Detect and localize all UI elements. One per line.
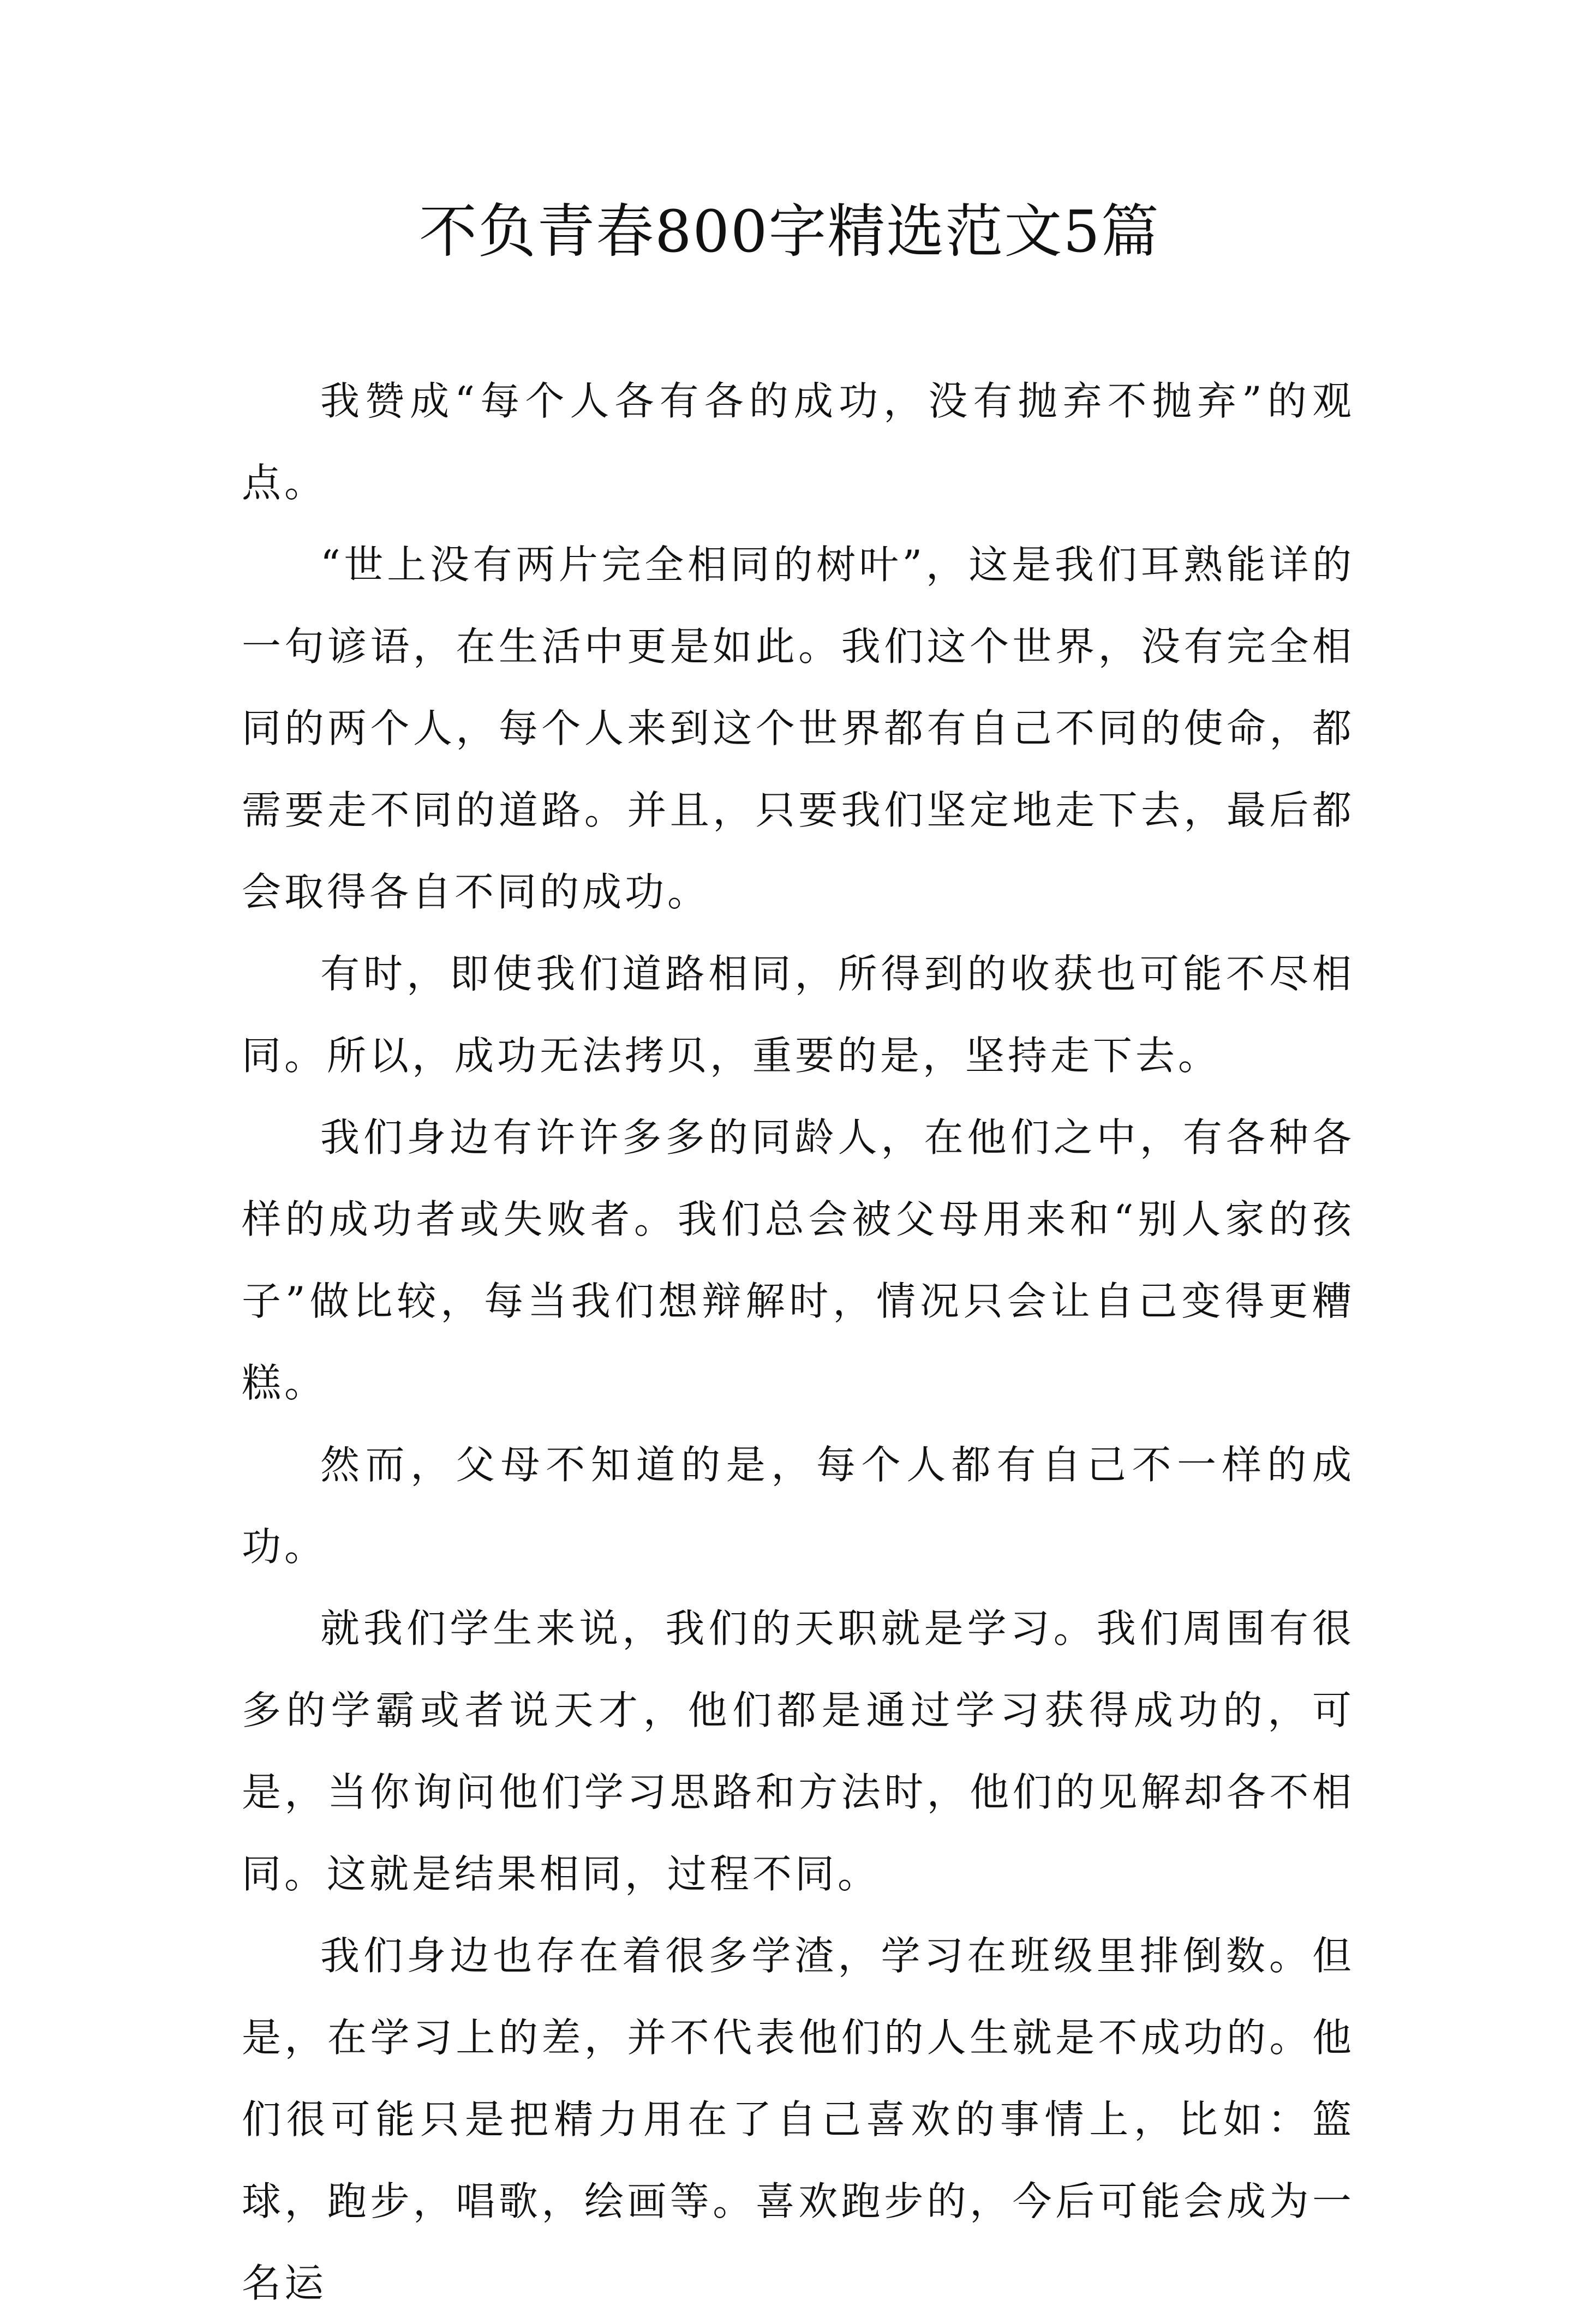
paragraph: 我赞成“每个人各有各的成功，没有抛弃不抛弃”的观点。	[242, 378, 1355, 506]
document-title: 不负青春800字精选范文5篇	[419, 198, 1160, 265]
paragraph: 有时，即使我们道路相同，所得到的收获也可能不尽相同。所以，成功无法拷贝，重要的是，坚持走下去。	[242, 951, 1355, 1079]
document-body	[242, 360, 1355, 2324]
paragraph: “世上没有两片完全相同的树叶”，这是我们耳熟能详的一句谚语，在生活中更是如此。我们这个世界，没有完全相同的两个人，每个人来到这个世界都有自己不同的使命，都需要走不同的道路。并且，只要我们坚定地走下去，最后都会取得各自不同的成功。	[242, 542, 1355, 915]
paragraph: 我们身边有许许多多的同龄人，在他们之中，有各种各样的成功者或失败者。我们总会被父母用来和“别人家的孩子”做比较，每当我们想辩解时，情况只会让自己变得更糟糕。	[242, 1115, 1355, 1406]
paragraph: 我们身边也存在着很多学渣，学习在班级里排倒数。但是，在学习上的差，并不代表他们的人生就是不成功的。他们很可能只是把精力用在了自己喜欢的事情上，比如：篮球，跑步，唱歌，绘画等。喜欢跑步的，今后可能会成为一名运	[242, 1933, 1355, 2306]
paragraph: 然而，父母不知道的是，每个人都有自己不一样的成功。	[242, 1442, 1355, 1570]
paragraph: 就我们学生来说，我们的天职就是学习。我们周围有很多的学霸或者说天才，他们都是通过学习获得成功的，可是，当你询问他们学习思路和方法时，他们的见解却各不相同。这就是结果相同，过程不同。	[242, 1606, 1355, 1897]
